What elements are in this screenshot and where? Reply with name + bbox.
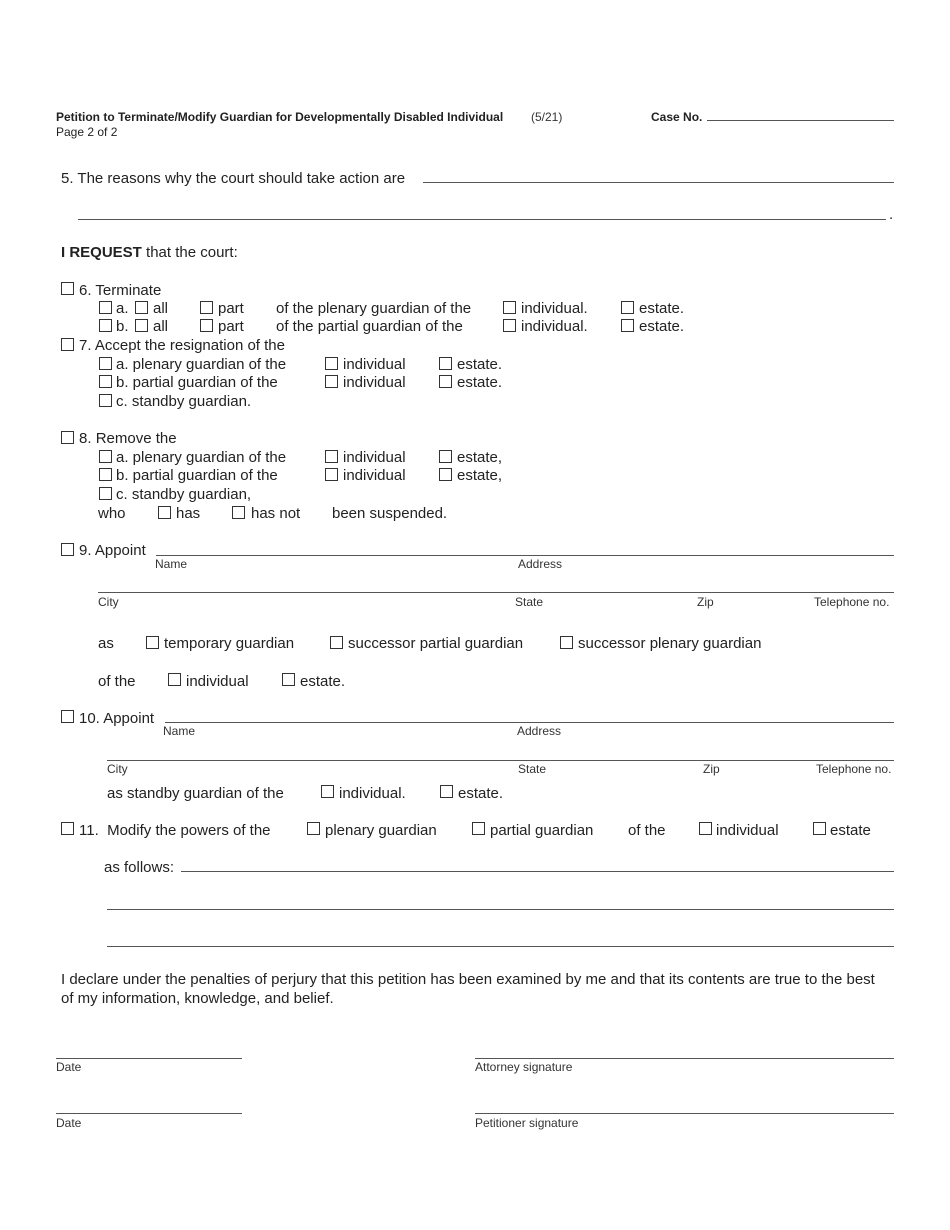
- item8-c-checkbox[interactable]: [99, 487, 112, 500]
- item10-standby-label: as standby guardian of the: [107, 785, 284, 802]
- item11-line-1[interactable]: [181, 871, 894, 872]
- item7-checkbox[interactable]: [61, 338, 74, 351]
- item8-a-individual-label: individual: [343, 449, 406, 466]
- item8-suspended-label: been suspended.: [332, 505, 448, 522]
- item6-a-label: a.: [116, 300, 129, 317]
- form-title: Petition to Terminate/Modify Guardian for Developmentally Disabled Individual: [56, 110, 504, 124]
- petitioner-signature-caption: Petitioner signature: [475, 1116, 579, 1130]
- item11-partial-checkbox[interactable]: [472, 822, 485, 835]
- item11-estate-label: estate: [830, 822, 871, 839]
- item8-has-checkbox[interactable]: [158, 506, 171, 519]
- item10-address-caption: Address: [517, 724, 562, 738]
- item8-checkbox[interactable]: [61, 431, 74, 444]
- reasons-line-2[interactable]: [78, 219, 886, 220]
- item7-b-individual-checkbox[interactable]: [325, 375, 338, 388]
- item7-a-estate-label: estate.: [457, 356, 503, 373]
- item10-estate-checkbox[interactable]: [440, 785, 453, 798]
- item9-checkbox[interactable]: [61, 543, 74, 556]
- item6-b-all-checkbox[interactable]: [135, 319, 148, 332]
- item7-b-estate-label: estate.: [457, 374, 503, 391]
- item6-b-label: b.: [116, 318, 129, 335]
- item11-estate-checkbox[interactable]: [813, 822, 826, 835]
- item8-a-checkbox[interactable]: [99, 450, 112, 463]
- item7-a-individual-label: individual: [343, 356, 406, 373]
- item8-b-checkbox[interactable]: [99, 468, 112, 481]
- declaration-line-1: I declare under the penalties of perjury that this petition has been examined by me and that its contents are true to the best: [61, 971, 875, 988]
- item9-label: 9. Appoint: [79, 542, 146, 559]
- item10-city-line[interactable]: [107, 760, 894, 761]
- item11-label: 11. Modify the powers of the: [79, 822, 271, 839]
- item10-city-caption: City: [107, 762, 128, 776]
- item6-a-checkbox[interactable]: [99, 301, 112, 314]
- petitioner-signature-line[interactable]: [475, 1113, 894, 1114]
- form-revision: (5/21): [531, 110, 563, 124]
- item8-a-estate-checkbox[interactable]: [439, 450, 452, 463]
- item7-a-estate-checkbox[interactable]: [439, 357, 452, 370]
- item7-a-label: a. plenary guardian of the: [116, 356, 287, 373]
- item9-estate-label: estate.: [300, 673, 346, 690]
- item11-as-follows-label: as follows:: [104, 859, 175, 876]
- item10-name-caption: Name: [163, 724, 196, 738]
- item10-label: 10. Appoint: [79, 710, 155, 727]
- item6-a-estate-checkbox[interactable]: [621, 301, 634, 314]
- item8-b-label: b. partial guardian of the: [116, 467, 278, 484]
- item8-has-not-label: has not: [251, 505, 301, 522]
- item11-plenary-checkbox[interactable]: [307, 822, 320, 835]
- item9-phone-caption: Telephone no.: [814, 595, 890, 609]
- item9-name-address-line[interactable]: [156, 555, 894, 556]
- item11-of-the-label: of the: [628, 822, 666, 839]
- item9-individual-checkbox[interactable]: [168, 673, 181, 686]
- item6-b-individual-label: individual.: [521, 318, 588, 335]
- page-number: Page 2 of 2: [56, 125, 118, 139]
- item10-individual-checkbox[interactable]: [321, 785, 334, 798]
- date-line-1[interactable]: [56, 1058, 242, 1059]
- item9-of-the-label: of the: [98, 673, 136, 690]
- item8-label: 8. Remove the: [79, 430, 177, 447]
- item11-partial-label: partial guardian: [490, 822, 594, 839]
- item7-label: 7. Accept the resignation of the: [79, 337, 285, 354]
- item10-state-caption: State: [518, 762, 547, 776]
- item9-name-caption: Name: [155, 557, 188, 571]
- item6-a-all-checkbox[interactable]: [135, 301, 148, 314]
- declaration-line-2: of my information, knowledge, and belief.: [61, 990, 334, 1007]
- item6-a-estate-label: estate.: [639, 300, 685, 317]
- item6-a-individual-checkbox[interactable]: [503, 301, 516, 314]
- item8-who-label: who: [98, 505, 126, 522]
- item6-b-partial-text: of the partial guardian of the: [276, 318, 463, 335]
- item8-a-estate-label: estate,: [457, 449, 503, 466]
- item11-checkbox[interactable]: [61, 822, 74, 835]
- item6-a-part-label: part: [218, 300, 244, 317]
- item9-successor-partial-checkbox[interactable]: [330, 636, 343, 649]
- attorney-signature-caption: Attorney signature: [475, 1060, 573, 1074]
- item7-b-individual-label: individual: [343, 374, 406, 391]
- date-caption-2: Date: [56, 1116, 82, 1130]
- item8-b-estate-checkbox[interactable]: [439, 468, 452, 481]
- item10-zip-caption: Zip: [703, 762, 720, 776]
- item6-a-plenary-text: of the plenary guardian of the: [276, 300, 472, 317]
- item6-b-checkbox[interactable]: [99, 319, 112, 332]
- item9-city-line[interactable]: [98, 592, 894, 593]
- item6-a-part-checkbox[interactable]: [200, 301, 213, 314]
- item11-individual-checkbox[interactable]: [699, 822, 712, 835]
- item8-a-label: a. plenary guardian of the: [116, 449, 287, 466]
- item9-temporary-checkbox[interactable]: [146, 636, 159, 649]
- item9-address-caption: Address: [518, 557, 563, 571]
- item10-estate-label: estate.: [458, 785, 504, 802]
- item11-individual-label: individual: [716, 822, 779, 839]
- item7-a-individual-checkbox[interactable]: [325, 357, 338, 370]
- item8-b-individual-label: individual: [343, 467, 406, 484]
- item8-b-individual-checkbox[interactable]: [325, 468, 338, 481]
- item9-city-caption: City: [98, 595, 119, 609]
- item7-a-checkbox[interactable]: [99, 357, 112, 370]
- request-heading: I REQUEST that the court:: [61, 244, 238, 261]
- item5-label: 5. The reasons why the court should take action are: [61, 170, 406, 187]
- item6-a-all-label: all: [153, 300, 169, 317]
- item10-phone-caption: Telephone no.: [816, 762, 892, 776]
- item7-c-checkbox[interactable]: [99, 394, 112, 407]
- item9-successor-plenary-label: successor plenary guardian: [578, 635, 762, 652]
- item9-temporary-label: temporary guardian: [164, 635, 295, 652]
- item11-plenary-label: plenary guardian: [325, 822, 437, 839]
- item7-b-estate-checkbox[interactable]: [439, 375, 452, 388]
- date-caption-1: Date: [56, 1060, 82, 1074]
- item10-checkbox[interactable]: [61, 710, 74, 723]
- item9-individual-label: individual: [186, 673, 249, 690]
- item8-b-estate-label: estate,: [457, 467, 503, 484]
- item8-a-individual-checkbox[interactable]: [325, 450, 338, 463]
- item9-successor-plenary-checkbox[interactable]: [560, 636, 573, 649]
- item9-state-caption: State: [515, 595, 544, 609]
- item11-line-3[interactable]: [107, 946, 894, 947]
- item8-c-label: c. standby guardian,: [116, 486, 252, 503]
- item6-a-individual-label: individual.: [521, 300, 588, 317]
- item6-b-estate-checkbox[interactable]: [621, 319, 634, 332]
- item9-as-label: as: [98, 635, 114, 652]
- item9-successor-partial-label: successor partial guardian: [348, 635, 524, 652]
- item7-c-label: c. standby guardian.: [116, 393, 252, 410]
- item6-checkbox[interactable]: [61, 282, 74, 295]
- item10-individual-label: individual.: [339, 785, 406, 802]
- item6-label: 6. Terminate: [79, 282, 162, 299]
- case-number-field[interactable]: [707, 120, 894, 121]
- date-line-2[interactable]: [56, 1113, 242, 1114]
- reasons-line-1[interactable]: [423, 182, 894, 183]
- item6-b-all-label: all: [153, 318, 169, 335]
- item8-has-not-checkbox[interactable]: [232, 506, 245, 519]
- item6-b-individual-checkbox[interactable]: [503, 319, 516, 332]
- item8-has-label: has: [176, 505, 201, 522]
- attorney-signature-line[interactable]: [475, 1058, 894, 1059]
- item7-b-checkbox[interactable]: [99, 375, 112, 388]
- item11-line-2[interactable]: [107, 909, 894, 910]
- item9-zip-caption: Zip: [697, 595, 714, 609]
- item6-b-part-checkbox[interactable]: [200, 319, 213, 332]
- case-number-label: Case No.: [651, 110, 703, 124]
- item10-name-address-line[interactable]: [165, 722, 894, 723]
- item7-b-label: b. partial guardian of the: [116, 374, 278, 391]
- item9-estate-checkbox[interactable]: [282, 673, 295, 686]
- item6-b-part-label: part: [218, 318, 244, 335]
- reasons-period: .: [889, 206, 894, 223]
- item6-b-estate-label: estate.: [639, 318, 685, 335]
